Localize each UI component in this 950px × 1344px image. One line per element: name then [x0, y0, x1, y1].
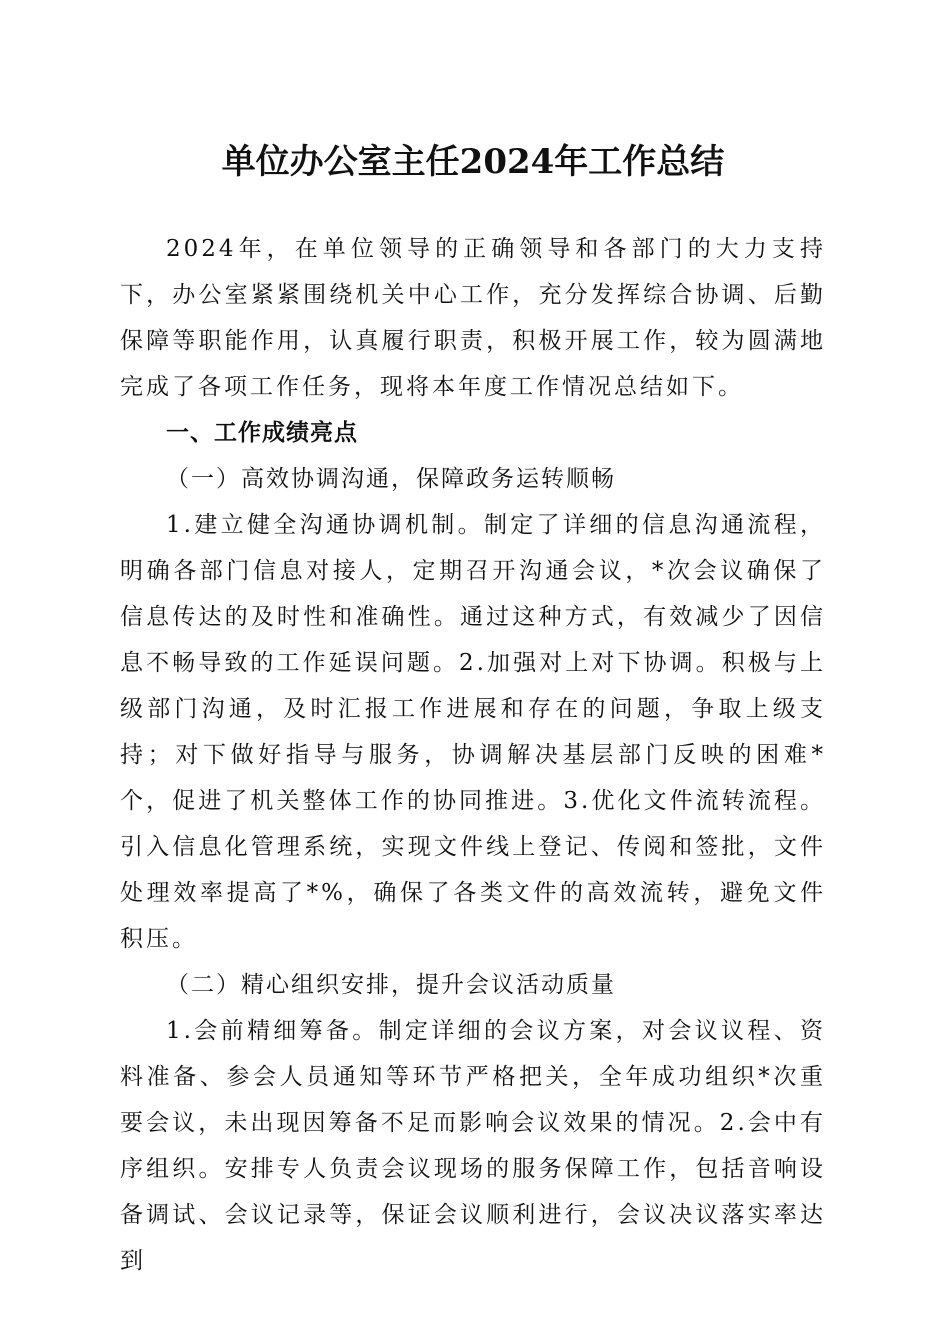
section-heading-achievements: 一、工作成绩亮点 — [166, 420, 358, 446]
subsection-heading-coordination: （一）高效协调沟通，保障政务运转顺畅 — [166, 466, 616, 492]
meetings-paragraph: 1.会前精细筹备。制定详细的会议方案，对会议议程、资料准备、参会人员通知等环节严格把关，全年成功组织*次重要会议，未出现因筹备不足而影响会议效果的情况。2.会中有序组织。安排专人负责会议现场的服务保障工作，包括音响设备调试、会议记录等，保证会议顺利进行，会议决议落实率达到 — [120, 1018, 826, 1274]
coordination-paragraph: 1.建立健全沟通协调机制。制定了详细的信息沟通流程，明确各部门信息对接人，定期召开沟通会议，*次会议确保了信息传达的及时性和准确性。通过这种方式，有效减少了因信息不畅导致的工作延误问题。2.加强对上对下协调。积极与上级部门沟通，及时汇报工作进展和存在的问题，争取上级支持；对下做好指导与服务，协调解决基层部门反映的困难*个，促进了机关整体工作的协同推进。3.优化文件流转流程。引入信息化管理系统，实现文件线上登记、传阅和签批，文件处理效率提高了*%，确保了各类文件的高效流转，避免文件积压。 — [120, 512, 826, 952]
subsection-heading-meetings: （二）精心组织安排，提升会议活动质量 — [166, 972, 616, 998]
document-page — [120, 140, 826, 1284]
intro-paragraph: 2024年，在单位领导的正确领导和各部门的大力支持下，办公室紧紧围绕机关中心工作，充分发挥综合协调、后勤保障等职能作用，认真履行职责，积极开展工作，较为圆满地完成了各项工作任务，现将本年度工作情况总结如下。 — [120, 236, 826, 400]
document-title: 单位办公室主任2024年工作总结 — [221, 142, 725, 182]
